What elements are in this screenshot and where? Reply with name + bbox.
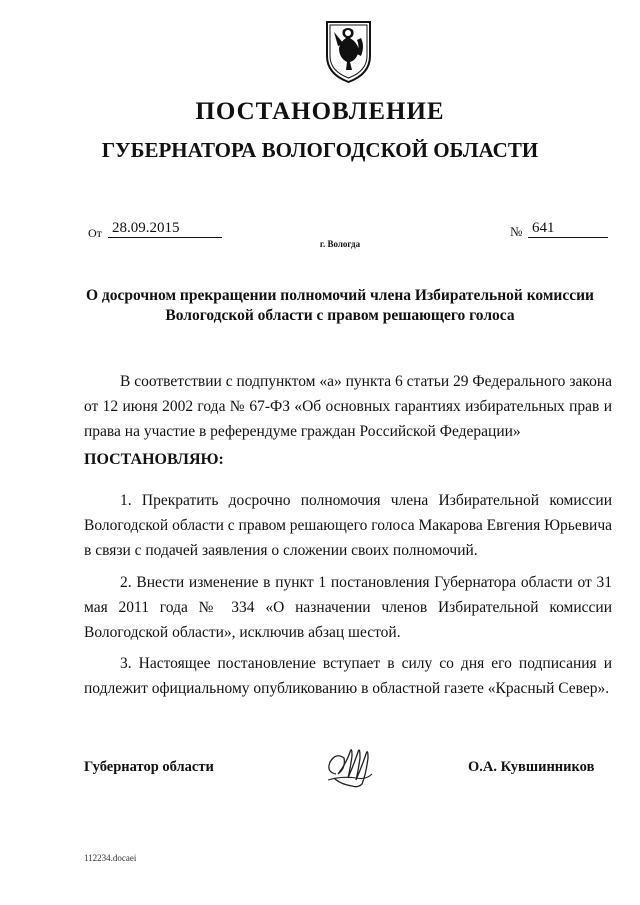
signatory-title: Губернатор области <box>84 759 214 775</box>
point-2-paragraph <box>84 570 612 645</box>
document-number: 641 <box>528 220 608 238</box>
document-title: ПОСТАНОВЛЕНИЕ <box>195 98 445 125</box>
date-label: От <box>88 226 102 240</box>
point-1-text: 1. Прекратить досрочно полномочия члена Избирательной комиссии Вологодской области с правом решающего голоса Макарова Евгения Юрьевича в связи с подачей заявления о сложении своих полномочий. <box>84 492 612 559</box>
intro-paragraph <box>84 369 612 444</box>
coat-of-arms-emblem <box>321 16 376 86</box>
handwritten-signature <box>322 744 378 790</box>
document-date: 28.09.2015 <box>108 220 222 238</box>
point-1-paragraph <box>84 488 612 563</box>
point-2-text: 2. Внести изменение в пункт 1 постановления Губернатора области от 31 мая 2011 года № 334 «О назначении членов Избирательной комиссии Вологодской области», исключив абзац шестой. <box>84 574 612 641</box>
file-reference: 112234.docaei <box>84 853 137 863</box>
resolve-heading: ПОСТАНОВЛЯЮ: <box>84 451 224 468</box>
intro-text: В соответствии с подпунктом «а» пункта 6 статьи 29 Федерального закона от 12 июня 2002 года № 67-ФЗ «Об основных гарантиях избирательных прав и права на участие в референдуме граждан Российской Федерации» <box>84 373 612 440</box>
signatory-name: О.А. Кувшинников <box>468 759 595 775</box>
number-label: № <box>510 224 523 239</box>
document-issuer: ГУБЕРНАТОРА ВОЛОГОДСКОЙ ОБЛАСТИ <box>101 138 539 162</box>
document-subject: О досрочном прекращении полномочий члена Избирательной комиссии Вологодской области с правом решающего голоса <box>85 287 594 324</box>
point-3-text: 3. Настоящее постановление вступает в силу со дня его подписания и подлежит официальному опубликованию в областной газете «Красный Север». <box>84 655 612 697</box>
city-label: г. Вологда <box>319 239 361 249</box>
point-3-paragraph <box>84 651 612 701</box>
